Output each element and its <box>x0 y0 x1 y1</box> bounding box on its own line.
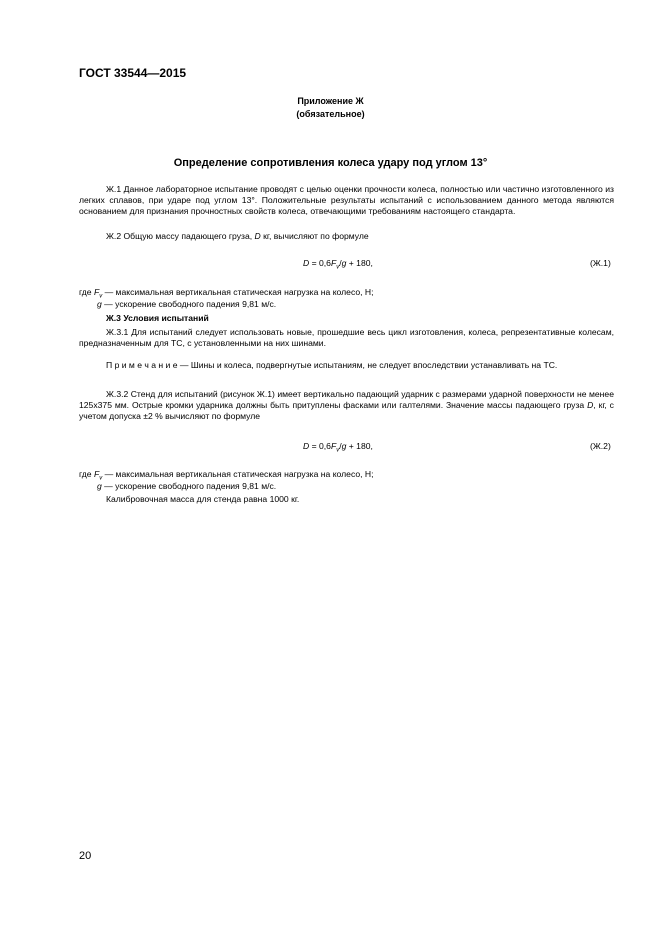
var-d: D <box>254 231 261 241</box>
section-title: Определение сопротивления колеса удару под углом 13° <box>173 157 488 169</box>
note-paragraph: П р и м е ч а н и е — Шины и колеса, подвергнутые испытаниям, не следует впоследствии устанавливать на ТС. <box>106 360 558 370</box>
where-fv-1: где $F_v$ — максимальная вертикальная статическая нагрузка на колесо, Н; <box>79 287 374 300</box>
calibration-mass: Калибровочная масса для стенда равна 1000 кг. <box>106 494 300 504</box>
formula-zh2: $D = 0,6F_v/g + 180$, <box>303 441 373 454</box>
subsection-zh3: Ж.3 Условия испытаний <box>106 313 209 323</box>
appendix-status: (обязательное) <box>296 109 365 119</box>
paragraph-zh31: Ж.3.1 Для испытаний следует использовать новые, прошедшие весь цикл изготовления, колеса, репрезентативные колесам, предназначенным для ТС, с установленными на них шинами. <box>79 327 614 348</box>
paragraph-zh2: Ж.2 Общую массу падающего груза, D кг, вычисляют по формуле <box>106 231 369 241</box>
paragraph-zh1: Ж.1 Данное лабораторное испытание проводят с целью оценки прочности колеса, полностью или частично изготовленного из легких сплавов, при ударе под углом 13°. Положительные результаты испытаний с использованием данного метода являются основанием для признания прочностных свойств колеса, отвечающими требованиям настоящего стандарта. <box>79 184 614 216</box>
where-g-1: g — ускорение свободного падения 9,81 м/с. <box>97 299 277 309</box>
appendix-label: Приложение Ж <box>297 96 364 106</box>
paragraph-zh32: Ж.3.2 Стенд для испытаний (рисунок Ж.1) имеет вертикально падающий ударник с размерами ударной поверхности не менее 125х375 мм. Острые кромки ударника должны быть притуплены фасками или галтелями. Значение массы падающего груза D, кг, с учетом допуска ±2 % вычисляют по формуле <box>79 389 614 421</box>
page-number: 20 <box>79 850 92 862</box>
formula-zh1: $D = 0,6F_v/g + 180$, <box>303 258 373 271</box>
document-header: ГОСТ 33544—2015 <box>79 66 187 80</box>
where-fv-2: где $F_v$ — максимальная вертикальная статическая нагрузка на колесо, Н; <box>79 469 374 482</box>
formula-number-zh1: (Ж.1) <box>590 258 611 268</box>
formula-number-zh2: (Ж.2) <box>590 441 611 451</box>
where-g-2: g — ускорение свободного падения 9,81 м/с. <box>97 481 277 491</box>
note-label: П р и м е ч а н и е <box>106 360 178 370</box>
